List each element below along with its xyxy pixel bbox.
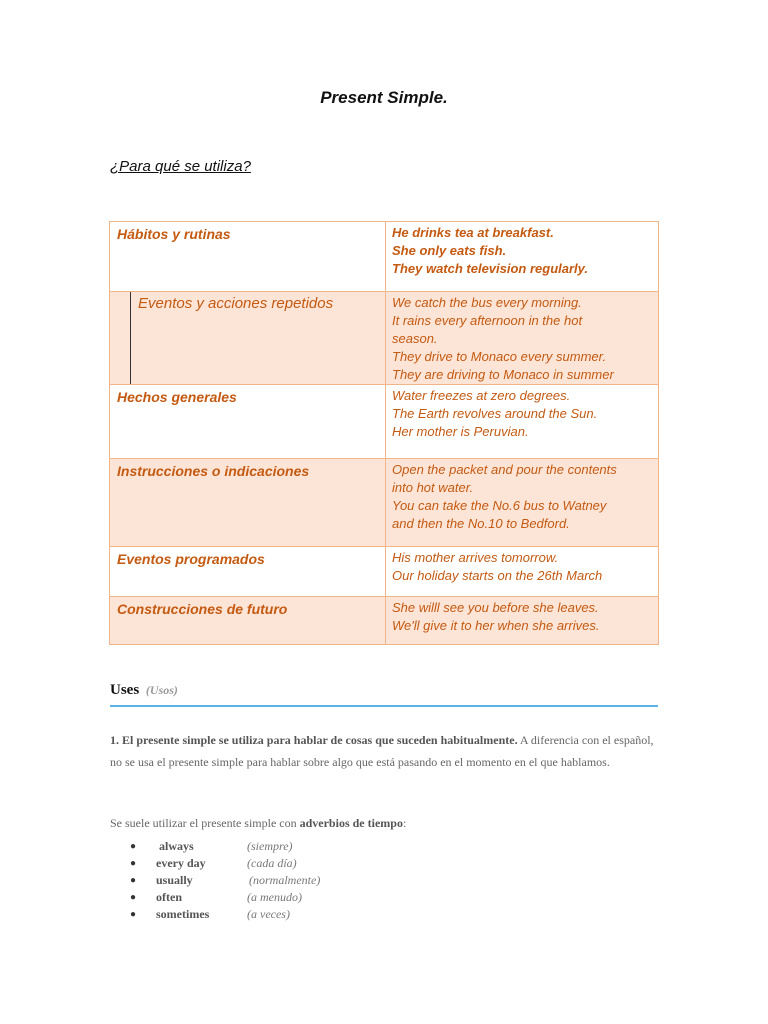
adverb-translation: (siempre)	[247, 839, 293, 853]
use-label: Eventos programados	[110, 547, 386, 597]
example-line: Her mother is Peruvian.	[392, 424, 529, 439]
adverb-translation: (a veces)	[247, 907, 290, 921]
adverb-word: sometimes	[156, 907, 210, 921]
paragraph-1	[110, 729, 658, 773]
example-line: They watch television regularly.	[392, 261, 589, 276]
use-label: Instrucciones o indicaciones	[110, 459, 386, 547]
example-line: His mother arrives tomorrow.	[392, 550, 559, 565]
table-row	[110, 547, 659, 597]
adverb-word: every day	[156, 856, 206, 870]
paragraph-1-bold: 1. El presente simple se utiliza para hablar de cosas que suceden habitualmente.	[110, 733, 518, 747]
paragraph-2-start: Se suele utilizar el presente simple con	[110, 816, 300, 830]
use-examples	[386, 222, 659, 292]
use-examples	[386, 385, 659, 459]
bullet-icon: ●	[130, 875, 137, 886]
cell-divider	[130, 292, 131, 384]
example-line: into hot water.	[392, 480, 474, 495]
adverb-word: usually	[156, 873, 193, 887]
example-line: Water freezes at zero degrees.	[392, 388, 571, 403]
table-row	[110, 222, 659, 292]
example-line: They are driving to Monaco in summer	[392, 367, 614, 382]
use-label: Eventos y acciones repetidos	[138, 295, 334, 312]
paragraph-2-end: :	[402, 816, 407, 830]
use-label: Construcciones de futuro	[110, 597, 386, 645]
example-line: She only eats fish.	[392, 243, 507, 258]
example-line: season.	[392, 331, 438, 346]
adverb-translation: (cada día)	[247, 856, 297, 870]
example-line: He drinks tea at breakfast.	[392, 225, 554, 240]
example-line: They drive to Monaco every summer.	[392, 349, 607, 364]
adverb-translation: (normalmente)	[249, 873, 321, 887]
paragraph-1-text: A diferencia con el español, no se usa el presente simple para hablar sobre algo que está pasando en el momento en el que hablamos.	[110, 733, 654, 769]
use-examples	[386, 597, 659, 645]
uses-table	[109, 221, 659, 645]
bullet-icon: ●	[130, 909, 137, 920]
use-examples	[386, 292, 659, 385]
uses-heading-sub: (Usos)	[145, 683, 178, 697]
section-divider	[110, 705, 658, 707]
uses-heading-text: Uses	[110, 682, 140, 698]
adverb-word: always	[159, 839, 194, 853]
use-examples	[386, 459, 659, 547]
example-line: The Earth revolves around the Sun.	[392, 406, 598, 421]
use-examples	[386, 547, 659, 597]
adverb-translation: (a menudo)	[247, 890, 302, 904]
table-row	[110, 597, 659, 645]
example-line: and then the No.10 to Bedford.	[392, 516, 570, 531]
use-label-cell	[110, 292, 386, 385]
paragraph-2-bold: adverbios de tiempo	[299, 816, 403, 830]
use-label: Hábitos y rutinas	[110, 222, 386, 292]
use-label: Hechos generales	[110, 385, 386, 459]
adverb-word: often	[156, 890, 182, 904]
bullet-icon: ●	[130, 858, 137, 869]
uses-heading	[110, 682, 178, 699]
table-row	[110, 292, 659, 385]
table-row	[110, 459, 659, 547]
example-line: It rains every afternoon in the hot	[392, 313, 583, 328]
table-row	[110, 385, 659, 459]
example-line: She willl see you before she leaves.	[392, 600, 599, 615]
example-line: Our holiday starts on the 26th March	[392, 568, 603, 583]
paragraph-2	[110, 812, 658, 834]
page-title: Present Simple.	[320, 88, 448, 107]
section-question: ¿Para qué se utiliza?	[110, 158, 251, 175]
example-line: Open the packet and pour the contents	[392, 462, 617, 477]
example-line: We catch the bus every morning.	[392, 295, 582, 310]
bullet-icon: ●	[130, 892, 137, 903]
bullet-icon: ●	[130, 841, 137, 852]
example-line: You can take the No.6 bus to Watney	[392, 498, 607, 513]
example-line: We'll give it to her when she arrives.	[392, 618, 600, 633]
